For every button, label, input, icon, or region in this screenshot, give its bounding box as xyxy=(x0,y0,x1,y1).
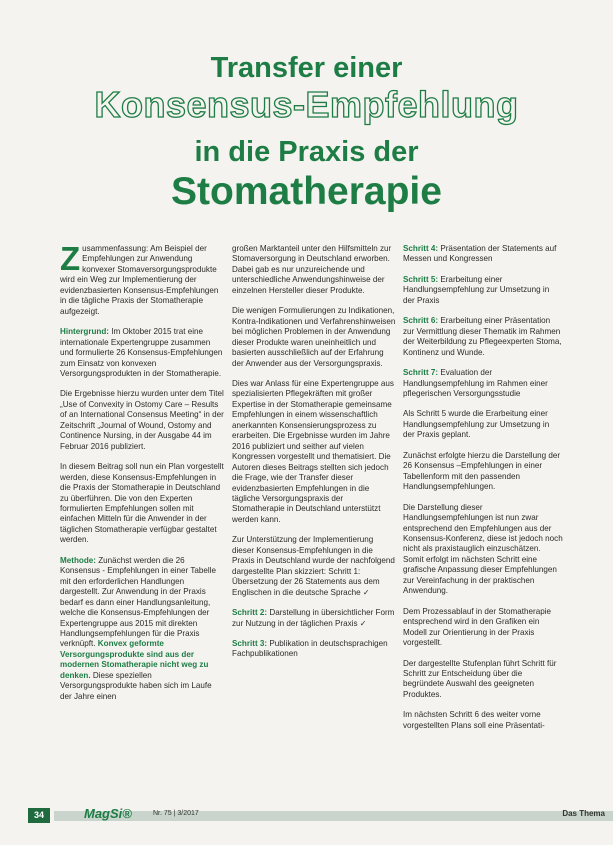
method-paragraph xyxy=(60,556,225,702)
column-3 xyxy=(403,244,563,741)
step-2 xyxy=(232,608,397,629)
label-step-6: Schritt 6: xyxy=(403,316,439,326)
title-line-2: Konsensus-Empfehlung xyxy=(94,84,519,125)
column-2 xyxy=(232,244,397,670)
step5-plan-paragraph: Als Schritt 5 wurde die Erarbeitung einer Handlungsempfehlung zur Umsetzung in der Praxis geplant. xyxy=(403,409,550,440)
table-paragraph: Zunächst erfolgte hierzu die Darstellung der 26 Konsensus –Empfehlungen in einer Tabellenform mit den passenden Handlungsempfehlungen. xyxy=(403,450,561,492)
label-step-7: Schritt 7: xyxy=(403,368,439,378)
step-3-text: Publikation in deutschsprachigen Fachpublikationen xyxy=(232,638,388,659)
plan-paragraph: Zur Unterstützung der Implementierung dieser Konsensus-Empfehlungen in die Praxis in Deutschland wurde der nachfolgend dargestellte Plan skizziert: Schritt 1: Übersetzung der 26 Statements aus dem Englischen in die deutsche Sprache ✓ xyxy=(232,535,395,597)
process-paragraph: Dem Prozessablauf in der Stomatherapie entsprechend wird in den Grafiken ein Modell zur Orientierung in der Praxis vorgestellt. xyxy=(403,606,552,648)
indications-paragraph: Die wenigen Formulierungen zu Indikationen, Kontra-Indikationen und Verfahrenshinweisen bei möglichen Problemen in der Anwendung dieser Produkte waren uneinheitlich und basierten ausschließlich auf der Erfahrung der Anwender aus der Versorgungspraxis. xyxy=(232,306,396,368)
highlight-text: Konvex geformte Versorgungsprodukte sind aus der modernen Stomatherapie nicht weg zu denken. xyxy=(60,639,209,680)
step-2-text: Darstellung in übersichtlicher Form zur Nutzung in der täglichen Praxis ✓ xyxy=(232,608,395,628)
step-4 xyxy=(403,244,563,265)
expert-group-paragraph: Dies war Anlass für eine Expertengruppe aus spezialisierten Pflegekräften mit großer Expertise in der Stomatherapie gemeinsame Empfehlungen in einem wissenschaftlich anerkannten Konsensierungsprozess zu erarbeiten. Die Ergebnisse wurden im Jahre 2016 publiziert und seither auf vielen Kongressen vorgestellt und thematisiert. Die Autoren dieses Beitrags stellten sich jedoch die Frage, wie der Transfer dieser evidenzbasierten Empfehlungen in die tägliche Versorgungspraxis der Stomatherapie in Deutschland unterstützt werden kann. xyxy=(232,378,394,524)
footer xyxy=(28,806,613,824)
title-line-4: Stomatherapie xyxy=(171,170,442,213)
page-number: 34 xyxy=(28,808,50,823)
label-step-2: Schritt 2: xyxy=(232,608,268,618)
stufenplan-paragraph: Der dargestellte Stufenplan führt Schritt für Schritt zur Entscheidung über die begründete Auswahl des geeigneten Produktes. xyxy=(403,658,557,699)
step-7-text: Evaluation der Handlungsempfehlung im Rahmen einer pflegerischen Versorgungsstudie xyxy=(403,368,548,398)
step-6 xyxy=(403,316,563,358)
summary-paragraph xyxy=(60,240,225,317)
graphic-paragraph: Die Darstellung dieser Handlungsempfehlungen ist nun zwar entsprechend den Empfehlungen aus der Konsensus-Konferenz, diese ist jedoch noch nicht als praxistauglich einzuschätzen. Somit erfolgt im nächsten Schritt eine grafische Anpassung dieser Empfehlungen zur Vereinfachung in der praktischen Anwendung. xyxy=(403,502,563,596)
results-paragraph: Die Ergebnisse hierzu wurden unter dem Titel „Use of Convexity in Ostomy Care – Results of an International Consensus Meeting“ in der Zeitschrift „Journal of Wound, Ostomy and Continence Nursing, in der Ausgabe 44 im Februar 2016 publiziert. xyxy=(60,389,224,451)
method-text: Zunächst werden die 26 Konsensus - Empfehlungen in einer Tabelle mit den erforderlichen Handlungen dargestellt. Zur Anwendung in der Praxis bedarf es dann einer Handlungsanleitung, welche die Konsensus-Empfehlungen der Expertengruppe aus 2015 mit direkten Handlungsempfehlungen für die Praxis verknüpft. xyxy=(60,555,216,649)
section-name: Das Thema xyxy=(562,809,605,818)
step-4-text: Präsentation der Statements auf Messen und Kongressen xyxy=(403,244,557,264)
method-end-text: Diese speziellen Versorgungsprodukte haben sich im Laufe der Jahre einen xyxy=(60,670,212,701)
market-paragraph: großen Marktanteil unter den Hilfsmitteln zur Stomaversorgung in Deutschland erworben. Dabei gab es nur unzureichende und unterschiedliche Anwendungshinweise der einzelnen Hersteller dieser Produkte. xyxy=(232,244,392,295)
magazine-name: MagSi® xyxy=(84,806,132,821)
title-line-1: Transfer einer xyxy=(210,52,403,84)
step-6-text: Erarbeitung einer Präsentation zur Vermittlung dieser Thematik im Rahmen der Weiterbildung zu Pflegeexperten Stoma, Kontinenz und Wunde. xyxy=(403,316,562,357)
intro-plan-paragraph: In diesem Beitrag soll nun ein Plan vorgestellt werden, diese Konsensus-Empfehlungen in die Praxis der Stomatherapie in Deutschland zu überführen. Die von den Experten formulierten Empfehlungen sollen mit einfachen Mitteln für die Anwender in der täglichen Stomatherapie verfügbar gestaltet werden. xyxy=(60,462,224,545)
footer-bar xyxy=(54,811,613,821)
column-1 xyxy=(60,240,225,712)
step-5 xyxy=(403,275,563,306)
label-step-5: Schritt 5: xyxy=(403,274,439,284)
title-line-3: in die Praxis der xyxy=(194,136,419,168)
background-paragraph xyxy=(60,327,225,379)
drop-cap: Z xyxy=(60,240,81,277)
step-5-text: Erarbeitung einer Handlungsempfehlung zur Umsetzung in der Praxis xyxy=(403,274,550,305)
issue-number: Nr. 75 | 3/2017 xyxy=(153,810,199,817)
label-background: Hintergrund: xyxy=(60,327,110,337)
label-method: Methode: xyxy=(60,555,96,565)
label-step-3: Schritt 3: xyxy=(232,638,268,648)
next-step-paragraph: Im nächsten Schritt 6 des weiter vorne vorgestellten Plans soll eine Präsentati- xyxy=(403,710,545,730)
summary-text: usammenfassung: Am Beispiel der Empfehlungen zur Anwendung konvexer Stomaversorgungsprodukte wird ein Weg zur Implementierung der evidenzbasierten Konsensus-Empfehlungen in die tägliche Praxis der Stomatherapie aufgezeigt. xyxy=(60,244,219,316)
label-step-4: Schritt 4: xyxy=(403,244,439,253)
step-7 xyxy=(403,368,563,399)
background-text: Im Oktober 2015 trat eine internationale Expertengruppe zusammen und formulierte 26 Konsensus-Empfehlungen zum Einsatz von konvexen Versorgungsprodukten in der Stomatherapie. xyxy=(60,327,223,378)
step-3 xyxy=(232,639,397,660)
